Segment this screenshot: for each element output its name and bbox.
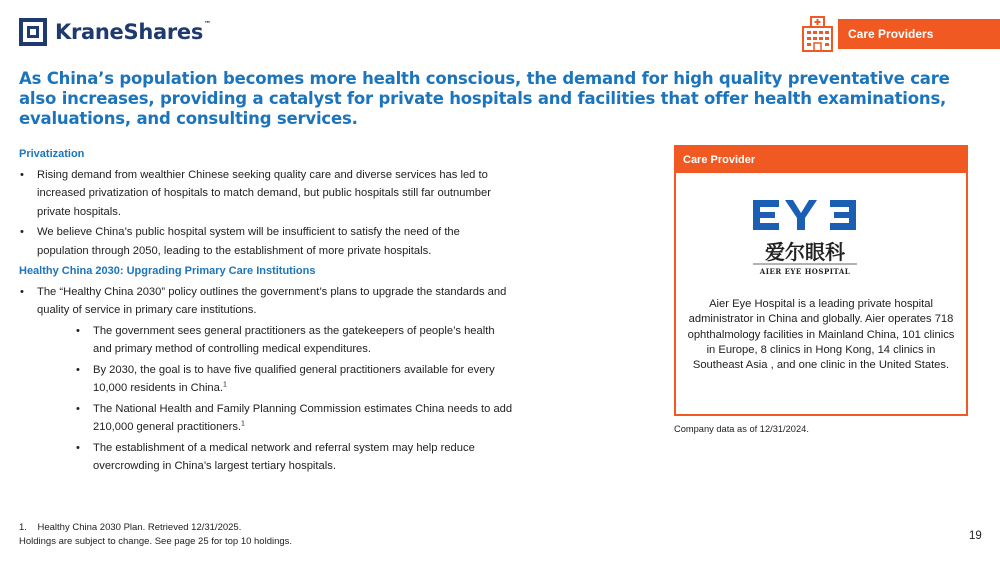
healthy-china-heading: Healthy China 2030: Upgrading Primary Care Institutions [19, 265, 316, 277]
footnote-ref: 1 [222, 381, 227, 389]
brand-name: KraneShares™ [55, 20, 211, 44]
sub-list-item: • By 2030, the goal is to have five qualified general practitioners available for every 10,000 residents in China.$^1$ [37, 361, 514, 398]
privatization-list [19, 166, 514, 261]
care-provider-description: Aier Eye Hospital is a leading private hospital administrator in China and globally. Aier operates 718 ophthalmology facilities in Mainland China, 101 clinics in Europe, 8 clinics in Hong Kong, 14 clinics in Southeast Asia , and one clinic in the United States. [687, 298, 955, 372]
logo-english-text: AIER EYE HOSPITAL [759, 267, 851, 276]
page-number: 19 [969, 530, 982, 542]
main-content [19, 145, 514, 478]
privatization-heading: Privatization [19, 148, 85, 160]
kraneshares-mark-icon [18, 17, 48, 47]
care-provider-panel [674, 145, 968, 416]
care-provider-heading: Care Provider [676, 147, 966, 173]
sub-list-item: • The government sees general practitioners as the gatekeepers of people’s health and primary method of controlling medical expenditures. [37, 322, 514, 359]
footnote-ref: 1 [241, 420, 245, 428]
footnotes [19, 521, 292, 548]
company-data-note: Company data as of 12/31/2024. [674, 424, 809, 434]
list-item: • Rising demand from wealthier Chinese seeking quality care and diverse services has led to increased privatization of hospitals to match demand, but public hospitals still far outnumber private hospitals. [19, 166, 514, 222]
list-item: • The “Healthy China 2030” policy outlines the government’s plans to upgrade the standards and quality of service in primary care institutions. • The government sees general practitioners as the gatekeepers of people’s health and primary method of controlling medical expenditures. • By 2030, the goal is to have five qualified general practitioners available for every 10,000 residents in China.$^1$ • The National Health and Family Planning Commission estimates China needs to add 210,000 general practitioners.$^1$ • The establishment of a medical network and referral system may help reduce overcrowding in China’s largest tertiary hospitals. [19, 283, 514, 476]
sub-list-item: • The National Health and Family Planning Commission estimates China needs to add 210,000 general practitioners.$^1$ [37, 400, 514, 437]
list-item: • We believe China’s public hospital system will be insufficient to satisfy the need of the population through 2050, leading to the establishment of more private hospitals. [19, 223, 514, 260]
logo-chinese-text: 爱尔眼科 [765, 240, 845, 264]
hospital-icon [801, 16, 834, 52]
page-title: As China’s population becomes more health conscious, the demand for high quality preventative care also increases, providing a catalyst for private hospitals and facilities that offer health examinations, evaluations, and consulting services. [19, 69, 950, 128]
aier-eye-hospital-logo [750, 194, 860, 279]
sub-list-item: • The establishment of a medical network and referral system may help reduce overcrowding in China’s largest tertiary hospitals. [37, 439, 514, 476]
kraneshares-logo [18, 17, 211, 47]
category-tag: Care Providers [838, 19, 1000, 49]
healthy-china-sublist [37, 322, 514, 476]
healthy-china-list [19, 283, 514, 476]
holdings-disclaimer: Holdings are subject to change. See page 25 for top 10 holdings. [19, 535, 293, 547]
footnote-1: 1. Healthy China 2030 Plan. Retrieved 12/31/2025. [19, 522, 242, 533]
